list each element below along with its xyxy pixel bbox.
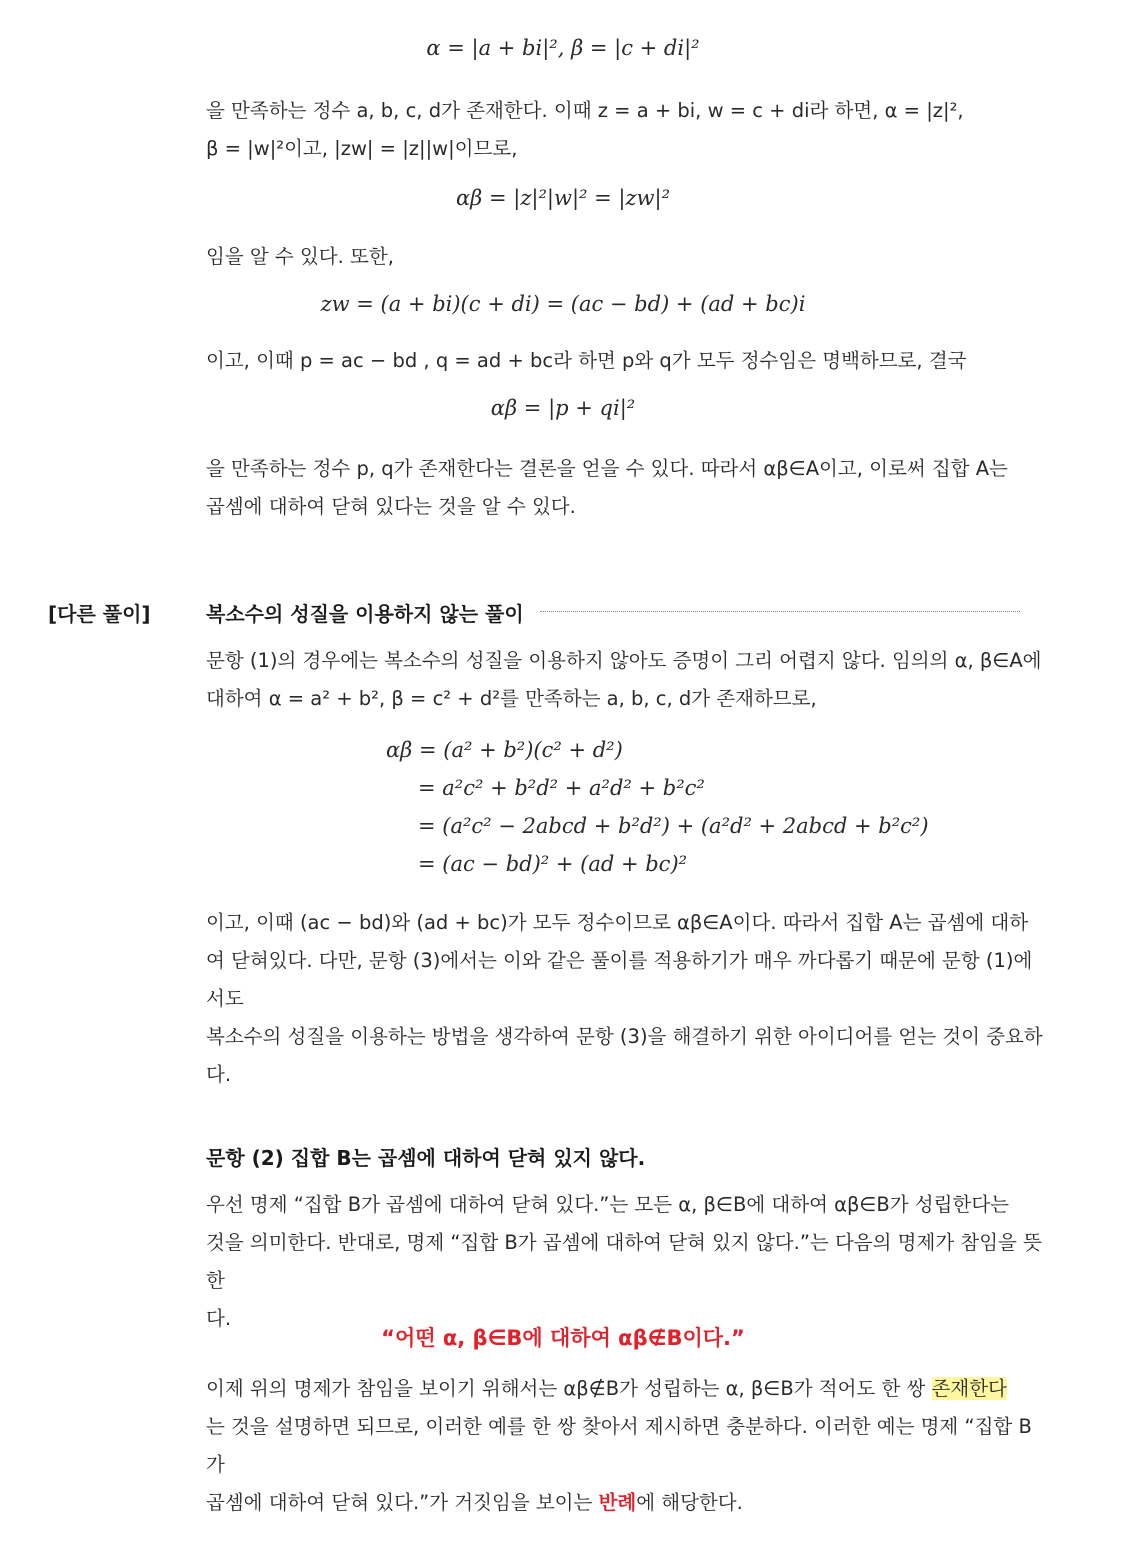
paragraph-3: 이고, 이때 p = ac − bd , q = ad + bc라 하면 p와 q가 모두 정수임은 명백하므로, 결국 [206, 349, 967, 372]
highlighted-text: 존재한다 [931, 1377, 1007, 1400]
line-text: 에 해당한다. [636, 1491, 743, 1514]
equation-alpha-beta: α = |a + bi|², β = |c + di|² [426, 36, 700, 60]
paragraph-line: 대하여 α = a² + b², β = c² + d²를 만족하는 a, b, c, d가 존재하므로, [206, 687, 817, 710]
equation-line: αβ = (a² + b²)(c² + d²) [386, 738, 623, 762]
paragraph-line: 우선 명제 “집합 B가 곱셈에 대하여 닫혀 있다.”는 모든 α, β∈B에 대하여 αβ∈B가 성립한다는 [206, 1193, 1009, 1216]
paragraph-line: 여 닫혀있다. 다만, 문항 (3)에서는 이와 같은 풀이를 적용하기가 매우 까다롭기 때문에 문항 (1)에서도 [206, 949, 1033, 1010]
paragraph-line: 는 것을 설명하면 되므로, 이러한 예를 한 쌍 찾아서 제시하면 충분하다. 이러한 예는 명제 “집합 B가 [206, 1415, 1032, 1476]
equation-zw-expansion: zw = (a + bi)(c + di) = (ac − bd) + (ad + bc)i [320, 292, 806, 316]
q2-paragraph-2 [206, 1370, 1048, 1522]
paragraph-line [206, 1484, 1048, 1522]
equation-line: = a²c² + b²d² + a²d² + b²c² [418, 776, 705, 800]
paragraph-1 [206, 92, 1048, 168]
key-proposition-quote: “어떤 α, β∈B에 대하여 αβ∉B이다.” [381, 1326, 745, 1350]
question-2-heading: 문항 (2) 집합 B는 곱셈에 대하여 닫혀 있지 않다. [206, 1146, 646, 1170]
equation-line: = (ac − bd)² + (ad + bc)² [418, 852, 688, 876]
paragraph-line: 곱셈에 대하여 닫혀 있다는 것을 알 수 있다. [206, 495, 576, 518]
paragraph-line: 문항 (1)의 경우에는 복소수의 성질을 이용하지 않아도 증명이 그리 어렵지 않다. 임의의 α, β∈A에 [206, 649, 1042, 672]
paragraph-line [206, 1370, 1048, 1408]
equation-line: = (a²c² − 2abcd + b²d²) + (a²d² + 2abcd + b²c²) [418, 814, 929, 838]
equation-product-modulus: αβ = |z|²|w|² = |zw|² [456, 186, 670, 210]
dotted-divider [540, 611, 1020, 612]
paragraph-2: 임을 알 수 있다. 또한, [206, 245, 394, 268]
paragraph-line: β = |w|²이고, |zw| = |z||w|이므로, [206, 137, 518, 160]
equation-pq: αβ = |p + qi|² [490, 396, 636, 420]
paragraph-line: 것을 의미한다. 반대로, 명제 “집합 B가 곱셈에 대하여 닫혀 있지 않다.”는 다음의 명제가 참임을 뜻한 [206, 1231, 1042, 1292]
alt-paragraph-1 [206, 642, 1048, 718]
line-text: 곱셈에 대하여 닫혀 있다.”가 거짓임을 보이는 [206, 1491, 599, 1514]
paragraph-line: 을 만족하는 정수 p, q가 존재한다는 결론을 얻을 수 있다. 따라서 αβ∈A이고, 이로써 집합 A는 [206, 457, 1008, 480]
paragraph-line: 복소수의 성질을 이용하는 방법을 생각하여 문항 (3)을 해결하기 위한 아이디어를 얻는 것이 중요하다. [206, 1025, 1043, 1086]
paragraph-line: 을 만족하는 정수 a, b, c, d가 존재한다. 이때 z = a + bi, w = c + di라 하면, α = |z|², [206, 99, 964, 122]
paragraph-line: 이고, 이때 (ac − bd)와 (ad + bc)가 모두 정수이므로 αβ∈A이다. 따라서 집합 A는 곱셈에 대하 [206, 911, 1029, 934]
emphasized-term: 반례 [598, 1491, 637, 1514]
alt-paragraph-2 [206, 904, 1048, 1094]
paragraph-line: 다. [206, 1307, 232, 1330]
section-title: 복소수의 성질을 이용하지 않는 풀이 [206, 602, 524, 626]
side-label-alt-solution: [다른 풀이] [48, 602, 151, 626]
q2-paragraph-1 [206, 1186, 1048, 1338]
paragraph-4 [206, 450, 1048, 526]
line-text: 이제 위의 명제가 참임을 보이기 위해서는 αβ∉B가 성립하는 α, β∈B가 적어도 한 쌍 [206, 1377, 932, 1400]
